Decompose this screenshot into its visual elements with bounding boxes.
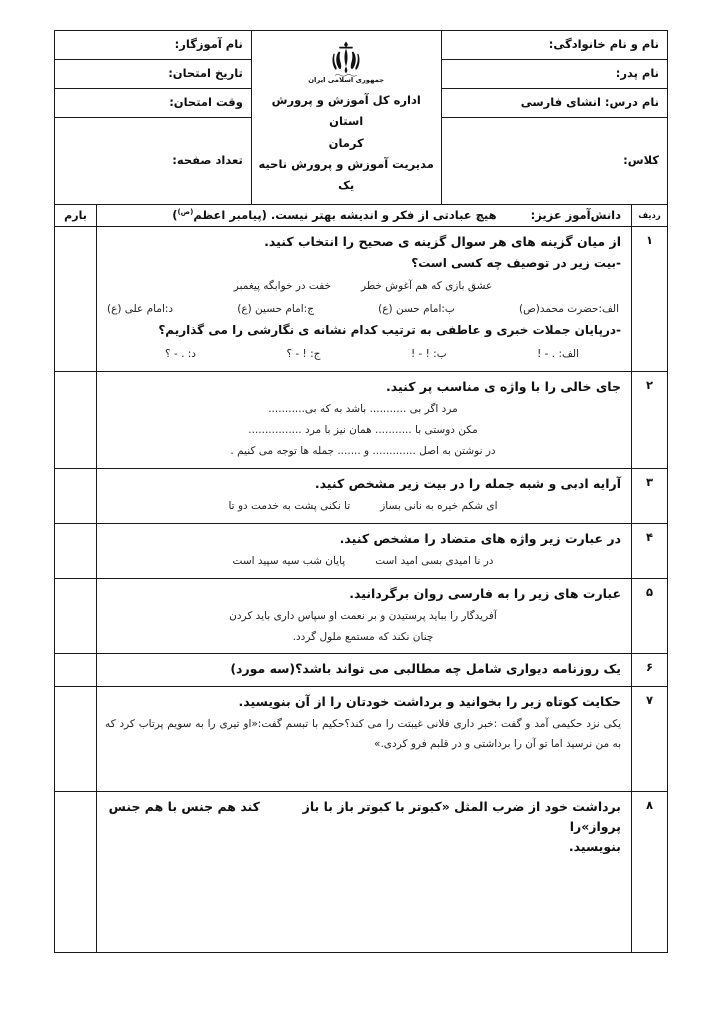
score-cell[interactable] xyxy=(55,654,96,686)
option-dal-2[interactable]: د: . - ؟ xyxy=(165,347,196,360)
score-cell[interactable] xyxy=(55,579,96,654)
org-line-3: مدیریت آموزش و پرورش ناحیه xyxy=(258,156,434,171)
story-paragraph: یکی نزد حکیمی آمد و گفت :خبر داری فلانی غیبتت را می کند؟حکیم با تبسم گفت:«او تیری را به سویم پرتاب کرد که به من نرسید اما تو آن را برداشتی و در قلبم فرو کردی.» xyxy=(105,718,621,750)
blank-line-1[interactable]: مرد اگر بی ........... باشد به که بی........... xyxy=(268,402,458,415)
question-cell-8 xyxy=(96,792,631,952)
row-number: ۶ xyxy=(631,654,667,686)
verse-couplet xyxy=(105,277,621,296)
question-subprompt-1: -بیت زیر در توصیف چه کسی است؟ xyxy=(411,256,621,271)
options-group-1 xyxy=(105,300,621,319)
org-line-1: اداره کل آموزش و پرورش استان xyxy=(271,93,421,129)
option-jim[interactable]: ج:امام حسین (ع) xyxy=(237,303,314,316)
question-title-part-c: بنویسید. xyxy=(568,839,621,855)
option-be-2[interactable]: ب: ! - ! xyxy=(410,347,447,360)
table-row xyxy=(55,578,667,654)
question-title: آرایه ادبی و شبه جمله را در بیت زیر مشخص کنید. xyxy=(314,475,621,491)
score-cell[interactable] xyxy=(55,372,96,468)
emblem-block xyxy=(308,37,385,86)
field-class[interactable]: کلاس: xyxy=(623,153,659,168)
row-number: ۲ xyxy=(631,372,667,468)
score-cell[interactable] xyxy=(55,687,96,791)
table-row xyxy=(55,523,667,578)
exam-sheet xyxy=(54,30,668,953)
table-row xyxy=(55,791,667,952)
verse-couplet xyxy=(105,552,621,571)
header-emblem-column xyxy=(251,31,441,204)
banner-salutation: دانش‌آموز عزیز: xyxy=(530,208,621,223)
field-fathername[interactable]: نام پدر: xyxy=(442,60,667,89)
organization-block xyxy=(252,86,441,204)
table-header-row xyxy=(55,204,667,226)
proverb-prompt-a: برداشت خود از ضرب المثل «کبوتر با کبوتر باز با باز xyxy=(302,799,621,815)
answer-space[interactable] xyxy=(105,754,621,784)
verse-hemistich-b: تا نکنی پشت به خدمت دو تا xyxy=(228,499,351,512)
org-line-2: کرمان xyxy=(328,135,364,150)
question-title: یک روزنامه دیواری شامل چه مطالبی می تواند باشد؟(سه مورد) xyxy=(230,661,621,677)
org-line-4: یک xyxy=(338,178,355,193)
column-header-radif: ردیف xyxy=(631,205,667,226)
field-fullname[interactable]: نام و نام خانوادگی: xyxy=(442,31,667,60)
question-title: از میان گزینه های هر سوال گزینه ی صحیح را انتخاب کنید. xyxy=(264,234,621,250)
question-title-part-a xyxy=(105,797,621,837)
row-number: ۵ xyxy=(631,579,667,654)
row-number: ۳ xyxy=(631,469,667,523)
translate-line-1: آفریدگار را بباید پرستیدن و بر نعمت او سپاس داری باید کردن xyxy=(229,609,497,622)
emblem-caption: جمهوری اسلامی ایران xyxy=(308,76,385,84)
header-student-column xyxy=(441,31,667,204)
verse-hemistich-a: ای شکم خیره به نانی بساز xyxy=(380,499,498,512)
answer-space[interactable] xyxy=(105,857,621,945)
banner-cell xyxy=(96,205,631,226)
option-alef-2[interactable]: الف: . - ! xyxy=(537,347,579,360)
question-cell-5 xyxy=(96,579,631,654)
verse-couplet xyxy=(105,497,621,516)
row-number: ۴ xyxy=(631,524,667,578)
field-page-count[interactable]: تعداد صفحه: xyxy=(172,153,243,168)
field-teacher-name[interactable]: نام آموزگار: xyxy=(55,31,251,60)
header-exam-column xyxy=(55,31,251,204)
question-cell-3 xyxy=(96,469,631,523)
question-cell-4 xyxy=(96,524,631,578)
verse-hemistich-a: در نا امیدی بسی امید است xyxy=(375,554,494,567)
question-title: جای خالی را با واژه ی مناسب پر کنید. xyxy=(386,378,621,394)
table-row xyxy=(55,371,667,468)
sheet-header xyxy=(55,31,667,204)
question-title: حکایت کوتاه زیر را بخوانید و برداشت خودتان را از آن بنویسید. xyxy=(238,694,621,710)
option-dal[interactable]: د:امام علی (ع) xyxy=(107,303,174,316)
options-group-2 xyxy=(105,345,621,364)
table-row xyxy=(55,686,667,791)
iran-emblem-icon xyxy=(329,39,363,79)
question-cell-6 xyxy=(96,654,631,686)
field-exam-date[interactable]: تاریخ امتحان: xyxy=(55,60,251,89)
field-exam-time[interactable]: وقت امتحان: xyxy=(55,89,251,118)
score-cell[interactable] xyxy=(55,792,96,952)
option-be[interactable]: ب:امام حسن (ع) xyxy=(378,303,455,316)
banner-quote: هیچ عبادتی از فکر و اندیشه بهتر نیست. (پیامبر اعظم$^{(ص)}$) xyxy=(172,208,497,223)
question-subprompt-2: -درپایان جملات خبری و عاطفی به ترتیب کدام نشانه ی نگارشی را می گذاریم؟ xyxy=(158,322,621,337)
question-cell-2 xyxy=(96,372,631,468)
table-row xyxy=(55,226,667,370)
question-title: در عبارت زیر واژه های متضاد را مشخص کنید. xyxy=(339,530,621,546)
row-number: ۷ xyxy=(631,687,667,791)
column-header-barem: بارم xyxy=(64,209,87,223)
score-cell[interactable] xyxy=(55,524,96,578)
blank-line-2[interactable]: مکن دوستی با ........... همان نیز با مرد ................ xyxy=(248,423,478,436)
table-row xyxy=(55,468,667,523)
verse-hemistich-a: عشق بازی که هم آغوش خطر xyxy=(361,280,493,293)
question-cell-1 xyxy=(96,227,631,370)
question-cell-7 xyxy=(96,687,631,791)
field-subject[interactable]: نام درس: انشای فارسی xyxy=(442,89,667,118)
proverb-prompt-b: کند هم جنس با هم جنس پرواز»را xyxy=(108,799,621,835)
translate-line-2: چنان نکند که مستمع ملول گردد. xyxy=(292,630,434,643)
verse-hemistich-b: خفت در خوابگه پیغمبر xyxy=(233,280,332,293)
blank-line-3[interactable]: در نوشتن به اصل ............. و ....... جمله ها توجه می کنیم . xyxy=(230,445,496,458)
row-number: ۱ xyxy=(631,227,667,370)
option-jim-2[interactable]: ج: ! - ؟ xyxy=(286,347,321,360)
verse-hemistich-b: پایان شب سیه سپید است xyxy=(232,554,346,567)
row-number: ۸ xyxy=(631,792,667,952)
table-row xyxy=(55,653,667,686)
score-cell[interactable] xyxy=(55,227,96,370)
question-title: عبارت های زیر را به فارسی روان برگردانید. xyxy=(349,585,621,601)
banner-honorific: (ص) xyxy=(177,208,194,217)
score-cell[interactable] xyxy=(55,469,96,523)
option-alef[interactable]: الف:حضرت محمد(ص) xyxy=(518,303,619,316)
